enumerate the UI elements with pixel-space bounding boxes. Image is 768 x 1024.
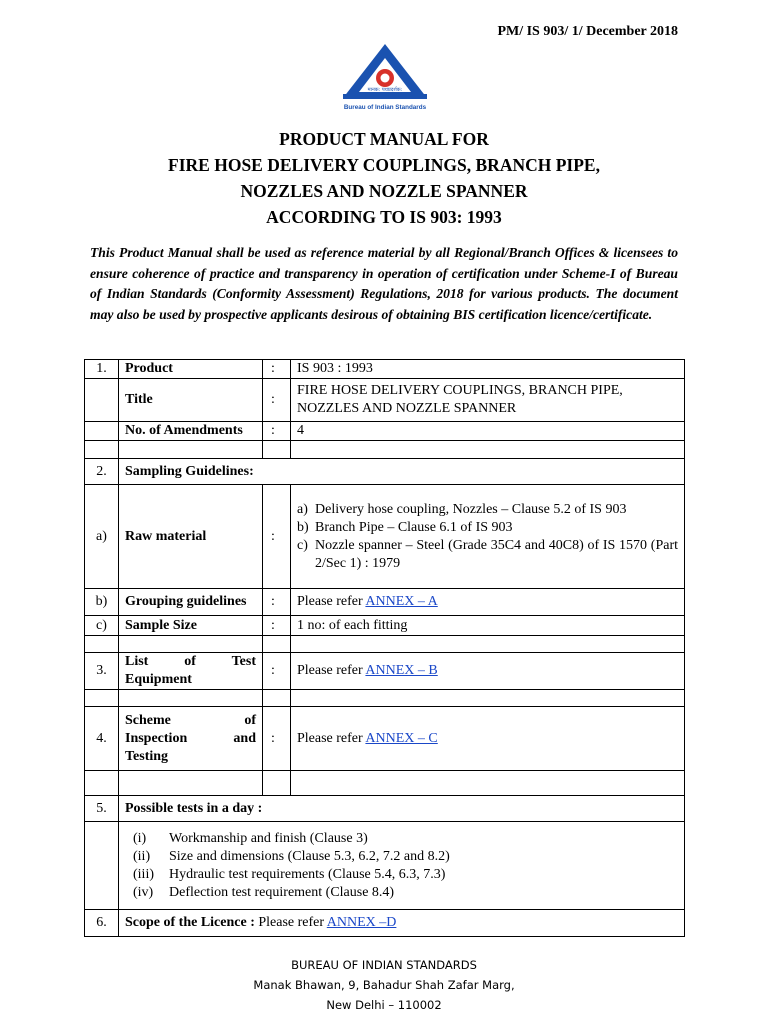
row-label: Possible tests in a day : (119, 796, 685, 822)
row-number: 3. (85, 653, 119, 690)
row-number: c) (85, 616, 119, 636)
list-item: (iv) Deflection test requirement (Clause 8.4) (133, 884, 395, 900)
footer-street: Manak Bhawan, 9, Bahadur Shah Zafar Marg, (253, 978, 515, 992)
list-item: b) Branch Pipe – Clause 6.1 of IS 903 (297, 519, 513, 535)
row-label: Scope of the Licence : (125, 915, 255, 930)
list-item: (iii) Hydraulic test requirements (Clause 5.4, 6.3, 7.3) (133, 866, 446, 882)
table-row-product (85, 360, 685, 379)
row-colon: : (263, 653, 291, 690)
row-value: FIRE HOSE DELIVERY COUPLINGS, BRANCH PIPE, NOZZLES AND NOZZLE SPANNER (291, 379, 685, 422)
product-manual-table (84, 359, 685, 937)
table-row-scope (85, 910, 685, 937)
row-number: a) (85, 485, 119, 589)
row-colon: : (263, 707, 291, 771)
table-row-spacer (85, 771, 685, 796)
row-label: Sampling Guidelines: (119, 459, 685, 485)
row-colon: : (263, 589, 291, 616)
table-row-test-equipment (85, 653, 685, 690)
title-line-3: NOZZLES AND NOZZLE SPANNER (240, 181, 528, 201)
raw-material-list (297, 501, 678, 573)
row-number: 5. (85, 796, 119, 822)
table-row-possible-tests (85, 796, 685, 822)
row-value: Please refer ANNEX – C (291, 707, 685, 771)
svg-text:Bureau of Indian Standards: Bureau of Indian Standards (343, 104, 427, 111)
table-row-sampling (85, 459, 685, 485)
document-title (0, 126, 768, 230)
row-colon: : (263, 422, 291, 441)
annex-d-link[interactable]: ANNEX –D (326, 915, 397, 930)
svg-text:मानक: पथप्रदर्शक:: मानक: पथप्रदर्शक: (367, 87, 403, 93)
row-label: Sample Size (119, 616, 263, 636)
title-line-4: ACCORDING TO IS 903: 1993 (266, 207, 502, 227)
row-value: IS 903 : 1993 (291, 360, 685, 379)
bis-logo (339, 42, 431, 112)
row-colon: : (263, 379, 291, 422)
list-item: a) Delivery hose coupling, Nozzles – Clause 5.2 of IS 903 (297, 501, 627, 517)
row-value: Scope of the Licence : Please refer ANNEX –D (119, 910, 685, 937)
row-colon: : (263, 616, 291, 636)
tests-list (133, 830, 678, 902)
row-label: Scheme of Inspection and Testing (119, 707, 263, 771)
row-value: Please refer ANNEX – A (291, 589, 685, 616)
row-label: List of Test Equipment (119, 653, 263, 690)
list-item: (i) Workmanship and finish (Clause 3) (133, 830, 368, 846)
row-label: Product (119, 360, 263, 379)
document-reference: PM/ IS 903/ 1/ December 2018 (497, 24, 678, 39)
table-row-scheme (85, 707, 685, 771)
table-row-grouping (85, 589, 685, 616)
row-number: 4. (85, 707, 119, 771)
annex-b-link[interactable]: ANNEX – B (365, 663, 438, 678)
list-item: (ii) Size and dimensions (Clause 5.3, 6.2, 7.2 and 8.2) (133, 848, 450, 864)
title-line-2: FIRE HOSE DELIVERY COUPLINGS, BRANCH PIPE, (168, 155, 600, 175)
row-number: 2. (85, 459, 119, 485)
row-value: 4 (291, 422, 685, 441)
row-number: 1. (85, 360, 119, 379)
footer-city: New Delhi – 110002 (326, 998, 442, 1012)
row-value: Please refer ANNEX – B (291, 653, 685, 690)
row-value (119, 822, 685, 910)
table-row-amendments (85, 422, 685, 441)
table-row-title (85, 379, 685, 422)
row-label: No. of Amendments (119, 422, 263, 441)
row-value: 1 no: of each fitting (291, 616, 685, 636)
table-row-raw-material (85, 485, 685, 589)
row-number: 6. (85, 910, 119, 937)
row-number: b) (85, 589, 119, 616)
intro-paragraph: This Product Manual shall be used as reference material by all Regional/Branch Offices & licensees to ensure coherence of practice and transparency in operation of certification under Scheme-I of Bureau of Indian Standards (Conformity Assessment) Regulations, 2018 for various products. The document may also be used by prospective applicants desirous of obtaining BIS certification licence/certificate. (90, 245, 678, 322)
row-colon: : (263, 360, 291, 379)
footer-org: BUREAU OF INDIAN STANDARDS (291, 958, 477, 972)
table-row-sample-size (85, 616, 685, 636)
table-row-spacer (85, 690, 685, 707)
row-label: Grouping guidelines (119, 589, 263, 616)
table-row-spacer (85, 441, 685, 459)
row-value (291, 485, 685, 589)
table-row-tests-list (85, 822, 685, 910)
table-row-spacer (85, 636, 685, 653)
title-line-1: PRODUCT MANUAL FOR (279, 129, 489, 149)
list-item: c) Nozzle spanner – Steel (Grade 35C4 and 40C8) of IS 1570 (Part 2/Sec 1) : 1979 (297, 537, 678, 571)
footer-address (0, 955, 768, 1015)
row-label: Raw material (119, 485, 263, 589)
annex-c-link[interactable]: ANNEX – C (365, 730, 438, 746)
row-label: Title (119, 379, 263, 422)
row-colon: : (263, 485, 291, 589)
annex-a-link[interactable]: ANNEX – A (365, 594, 438, 609)
